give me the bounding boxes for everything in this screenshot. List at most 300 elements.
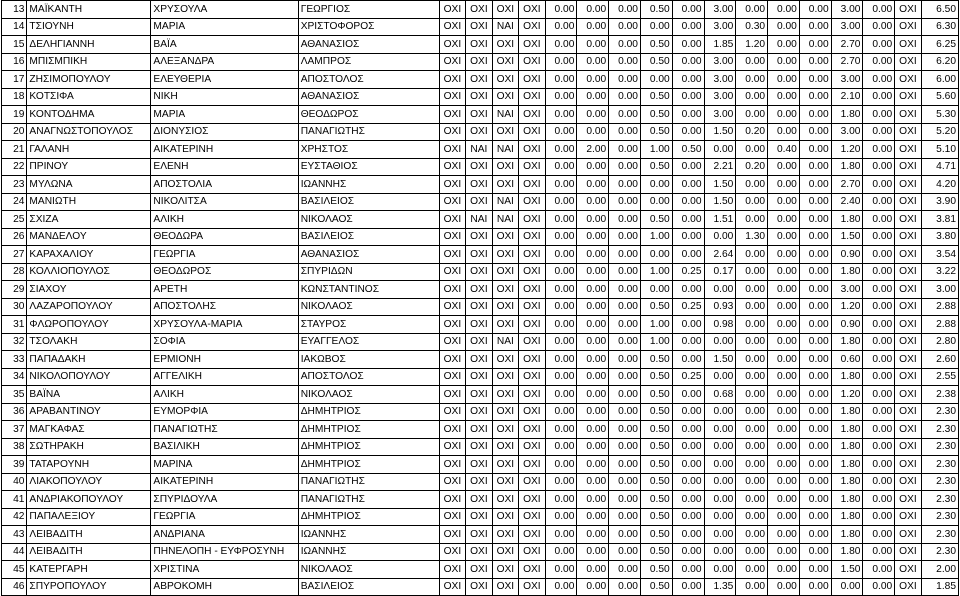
cell-score-2: 0.00: [577, 491, 609, 509]
cell-score-5: 0.00: [672, 176, 704, 194]
cell-surname: ΠΑΠΑΔΑΚΗ: [27, 351, 151, 369]
cell-score-5: 0.00: [672, 473, 704, 491]
cell-flag-5: ΟΧΙ: [895, 158, 921, 176]
cell-score-10: 1.80: [831, 333, 863, 351]
cell-flag-4: ΟΧΙ: [519, 88, 545, 106]
table-row: [2, 141, 959, 159]
cell-score-7: 0.00: [736, 141, 768, 159]
cell-father-name: ΔΗΜΗΤΡΙΟΣ: [298, 421, 439, 439]
cell-score-9: 0.00: [799, 246, 831, 264]
cell-first-name: ΜΑΡΙΑ: [151, 106, 298, 124]
cell-score-8: 0.40: [768, 141, 800, 159]
cell-surname: ΒΑΪΝΑ: [27, 386, 151, 404]
cell-flag-4: ΟΧΙ: [519, 473, 545, 491]
cell-score-2: 0.00: [577, 18, 609, 36]
cell-flag-3: ΟΧΙ: [492, 473, 518, 491]
cell-score-8: 0.00: [768, 491, 800, 509]
cell-score-11: 0.00: [863, 438, 895, 456]
cell-flag-3: ΟΧΙ: [492, 158, 518, 176]
cell-score-4: 0.00: [640, 176, 672, 194]
cell-score-6: 3.00: [704, 18, 736, 36]
cell-surname: ΜΥΛΩΝΑ: [27, 176, 151, 194]
cell-first-name: ΑΛΙΚΗ: [151, 386, 298, 404]
cell-score-6: 1.51: [704, 211, 736, 229]
cell-flag-4: ΟΧΙ: [519, 18, 545, 36]
cell-score-1: 0.00: [545, 508, 577, 526]
cell-father-name: ΠΑΝΑΓΙΩΤΗΣ: [298, 123, 439, 141]
cell-score-2: 0.00: [577, 403, 609, 421]
cell-father-name: ΚΩΝΣΤΑΝΤΙΝΟΣ: [298, 281, 439, 299]
cell-score-11: 0.00: [863, 403, 895, 421]
cell-flag-1: ΟΧΙ: [439, 543, 465, 561]
cell-score-7: 0.00: [736, 333, 768, 351]
cell-score-10: 0.90: [831, 246, 863, 264]
cell-surname: ΤΑΤΑΡΟΥΝΗ: [27, 456, 151, 474]
cell-flag-2: ΟΧΙ: [466, 246, 492, 264]
cell-surname: ΣΠΥΡΟΠΟΥΛΟΥ: [27, 578, 151, 596]
cell-flag-5: ΟΧΙ: [895, 211, 921, 229]
cell-flag-1: ΟΧΙ: [439, 158, 465, 176]
cell-flag-2: ΟΧΙ: [466, 491, 492, 509]
cell-score-9: 0.00: [799, 578, 831, 596]
cell-score-10: 1.80: [831, 403, 863, 421]
cell-score-8: 0.00: [768, 403, 800, 421]
cell-row-number: 17: [2, 71, 27, 89]
cell-flag-2: ΟΧΙ: [466, 508, 492, 526]
cell-father-name: ΓΕΩΡΓΙΟΣ: [298, 1, 439, 19]
cell-score-10: 3.00: [831, 281, 863, 299]
cell-row-number: 27: [2, 246, 27, 264]
cell-row-number: 35: [2, 386, 27, 404]
cell-flag-4: ΟΧΙ: [519, 526, 545, 544]
cell-father-name: ΛΑΜΠΡΟΣ: [298, 53, 439, 71]
cell-flag-4: ΟΧΙ: [519, 228, 545, 246]
cell-score-9: 0.00: [799, 421, 831, 439]
cell-surname: ΔΕΛΗΓΙΑΝΝΗ: [27, 36, 151, 54]
cell-surname: ΜΠΙΣΜΠΙΚΗ: [27, 53, 151, 71]
cell-flag-5: ΟΧΙ: [895, 36, 921, 54]
cell-flag-4: ΟΧΙ: [519, 1, 545, 19]
cell-flag-3: ΟΧΙ: [492, 298, 518, 316]
cell-score-11: 0.00: [863, 421, 895, 439]
cell-score-3: 0.00: [609, 578, 641, 596]
cell-score-5: 0.00: [672, 403, 704, 421]
cell-score-6: 0.00: [704, 403, 736, 421]
cell-flag-5: ΟΧΙ: [895, 18, 921, 36]
cell-score-6: 1.85: [704, 36, 736, 54]
cell-score-4: 0.50: [640, 491, 672, 509]
cell-father-name: ΔΗΜΗΤΡΙΟΣ: [298, 456, 439, 474]
cell-row-number: 13: [2, 1, 27, 19]
cell-flag-5: ΟΧΙ: [895, 438, 921, 456]
table-row: [2, 561, 959, 579]
cell-surname: ΠΡΙΝΟΥ: [27, 158, 151, 176]
cell-row-number: 37: [2, 421, 27, 439]
cell-score-6: 3.00: [704, 1, 736, 19]
cell-first-name: ΝΙΚΟΛΙΤΣΑ: [151, 193, 298, 211]
cell-score-9: 0.00: [799, 403, 831, 421]
cell-score-2: 0.00: [577, 123, 609, 141]
cell-score-9: 0.00: [799, 456, 831, 474]
cell-score-4: 0.50: [640, 543, 672, 561]
cell-row-number: 45: [2, 561, 27, 579]
cell-score-10: 2.10: [831, 88, 863, 106]
cell-score-4: 0.50: [640, 578, 672, 596]
cell-score-7: 0.00: [736, 403, 768, 421]
cell-score-10: 1.80: [831, 438, 863, 456]
cell-score-11: 0.00: [863, 141, 895, 159]
cell-flag-4: ΟΧΙ: [519, 158, 545, 176]
cell-total-score: 5.10: [921, 141, 958, 159]
cell-score-9: 0.00: [799, 18, 831, 36]
cell-flag-1: ΟΧΙ: [439, 1, 465, 19]
cell-score-1: 0.00: [545, 36, 577, 54]
cell-score-6: 1.50: [704, 123, 736, 141]
cell-score-1: 0.00: [545, 263, 577, 281]
cell-score-5: 0.00: [672, 386, 704, 404]
cell-flag-5: ΟΧΙ: [895, 421, 921, 439]
cell-flag-1: ΟΧΙ: [439, 473, 465, 491]
cell-father-name: ΠΑΝΑΓΙΩΤΗΣ: [298, 491, 439, 509]
cell-flag-4: ΟΧΙ: [519, 176, 545, 194]
cell-score-7: 1.20: [736, 36, 768, 54]
cell-score-8: 0.00: [768, 53, 800, 71]
cell-flag-2: ΟΧΙ: [466, 1, 492, 19]
cell-score-3: 0.00: [609, 403, 641, 421]
cell-score-2: 0.00: [577, 88, 609, 106]
cell-row-number: 18: [2, 88, 27, 106]
cell-father-name: ΑΠΟΣΤΟΛΟΣ: [298, 368, 439, 386]
cell-flag-5: ΟΧΙ: [895, 263, 921, 281]
cell-score-1: 0.00: [545, 368, 577, 386]
cell-score-3: 0.00: [609, 88, 641, 106]
cell-father-name: ΝΙΚΟΛΑΟΣ: [298, 211, 439, 229]
cell-score-11: 0.00: [863, 18, 895, 36]
cell-score-6: 0.00: [704, 526, 736, 544]
cell-flag-1: ΟΧΙ: [439, 281, 465, 299]
cell-first-name: ΕΛΕΥΘΕΡΙΑ: [151, 71, 298, 89]
cell-score-2: 0.00: [577, 106, 609, 124]
cell-flag-2: ΟΧΙ: [466, 228, 492, 246]
cell-score-1: 0.00: [545, 526, 577, 544]
cell-score-1: 0.00: [545, 106, 577, 124]
cell-score-10: 3.00: [831, 18, 863, 36]
cell-flag-5: ΟΧΙ: [895, 316, 921, 334]
cell-flag-3: ΟΧΙ: [492, 508, 518, 526]
cell-surname: ΜΑΓΚΑΦΑΣ: [27, 421, 151, 439]
cell-row-number: 33: [2, 351, 27, 369]
cell-score-8: 0.00: [768, 228, 800, 246]
cell-total-score: 2.30: [921, 508, 958, 526]
cell-score-9: 0.00: [799, 526, 831, 544]
cell-flag-5: ΟΧΙ: [895, 106, 921, 124]
cell-flag-2: ΟΧΙ: [466, 351, 492, 369]
cell-father-name: ΒΑΣΙΛΕΙΟΣ: [298, 578, 439, 596]
cell-score-7: 0.00: [736, 543, 768, 561]
cell-total-score: 6.20: [921, 53, 958, 71]
cell-score-10: 1.80: [831, 543, 863, 561]
table-row: [2, 543, 959, 561]
cell-score-5: 0.00: [672, 578, 704, 596]
cell-score-6: 1.50: [704, 193, 736, 211]
cell-flag-3: ΟΧΙ: [492, 438, 518, 456]
cell-flag-1: ΟΧΙ: [439, 211, 465, 229]
cell-score-6: 0.98: [704, 316, 736, 334]
cell-score-9: 0.00: [799, 508, 831, 526]
cell-score-4: 0.50: [640, 36, 672, 54]
cell-score-4: 1.00: [640, 228, 672, 246]
cell-father-name: ΘΕΟΔΩΡΟΣ: [298, 106, 439, 124]
cell-row-number: 39: [2, 456, 27, 474]
cell-score-1: 0.00: [545, 403, 577, 421]
cell-score-8: 0.00: [768, 368, 800, 386]
cell-score-1: 0.00: [545, 193, 577, 211]
cell-score-4: 0.50: [640, 298, 672, 316]
cell-flag-2: ΟΧΙ: [466, 18, 492, 36]
cell-total-score: 3.00: [921, 281, 958, 299]
cell-score-9: 0.00: [799, 211, 831, 229]
cell-score-10: 1.20: [831, 298, 863, 316]
cell-flag-5: ΟΧΙ: [895, 71, 921, 89]
cell-score-7: 0.00: [736, 298, 768, 316]
cell-surname: ΚΑΡΑΧΑΛΙΟΥ: [27, 246, 151, 264]
cell-score-10: 1.80: [831, 456, 863, 474]
cell-score-11: 0.00: [863, 88, 895, 106]
cell-score-2: 0.00: [577, 333, 609, 351]
cell-score-7: 0.00: [736, 1, 768, 19]
cell-score-3: 0.00: [609, 421, 641, 439]
cell-total-score: 2.88: [921, 298, 958, 316]
cell-score-2: 0.00: [577, 176, 609, 194]
cell-first-name: ΑΙΚΑΤΕΡΙΝΗ: [151, 473, 298, 491]
cell-score-7: 0.00: [736, 281, 768, 299]
cell-flag-1: ΟΧΙ: [439, 18, 465, 36]
cell-score-1: 0.00: [545, 351, 577, 369]
cell-surname: ΑΝΔΡΙΑΚΟΠΟΥΛΟΥ: [27, 491, 151, 509]
cell-score-9: 0.00: [799, 491, 831, 509]
cell-score-2: 0.00: [577, 1, 609, 19]
cell-flag-5: ΟΧΙ: [895, 298, 921, 316]
cell-flag-4: ΟΧΙ: [519, 491, 545, 509]
cell-row-number: 23: [2, 176, 27, 194]
table-row: [2, 263, 959, 281]
cell-score-5: 0.25: [672, 368, 704, 386]
cell-first-name: ΕΛΕΝΗ: [151, 158, 298, 176]
cell-surname: ΛΙΑΚΟΠΟΥΛΟΥ: [27, 473, 151, 491]
cell-surname: ΚΟΤΣΙΦΑ: [27, 88, 151, 106]
cell-score-7: 0.00: [736, 578, 768, 596]
cell-flag-3: ΟΧΙ: [492, 526, 518, 544]
cell-score-1: 0.00: [545, 211, 577, 229]
cell-father-name: ΙΩΑΝΝΗΣ: [298, 526, 439, 544]
cell-score-3: 0.00: [609, 543, 641, 561]
cell-score-1: 0.00: [545, 543, 577, 561]
cell-score-7: 0.00: [736, 491, 768, 509]
cell-flag-3: ΟΧΙ: [492, 263, 518, 281]
cell-score-2: 0.00: [577, 543, 609, 561]
cell-row-number: 36: [2, 403, 27, 421]
cell-score-6: 0.00: [704, 141, 736, 159]
cell-score-7: 0.00: [736, 53, 768, 71]
cell-flag-1: ΟΧΙ: [439, 193, 465, 211]
cell-score-2: 0.00: [577, 246, 609, 264]
cell-flag-4: ΟΧΙ: [519, 298, 545, 316]
cell-row-number: 20: [2, 123, 27, 141]
cell-score-2: 0.00: [577, 386, 609, 404]
cell-flag-3: ΝΑΙ: [492, 211, 518, 229]
cell-score-7: 0.00: [736, 246, 768, 264]
cell-flag-2: ΟΧΙ: [466, 263, 492, 281]
cell-father-name: ΙΩΑΝΝΗΣ: [298, 543, 439, 561]
cell-score-7: 0.00: [736, 438, 768, 456]
cell-score-3: 0.00: [609, 71, 641, 89]
cell-flag-1: ΟΧΙ: [439, 228, 465, 246]
cell-score-3: 0.00: [609, 176, 641, 194]
cell-score-5: 0.00: [672, 333, 704, 351]
cell-first-name: ΑΠΟΣΤΟΛΗΣ: [151, 298, 298, 316]
cell-flag-5: ΟΧΙ: [895, 246, 921, 264]
cell-score-7: 0.00: [736, 526, 768, 544]
cell-score-1: 0.00: [545, 1, 577, 19]
cell-flag-1: ΟΧΙ: [439, 316, 465, 334]
cell-score-5: 0.00: [672, 106, 704, 124]
cell-score-9: 0.00: [799, 316, 831, 334]
cell-score-6: 0.00: [704, 368, 736, 386]
cell-score-8: 0.00: [768, 123, 800, 141]
cell-score-10: 1.80: [831, 211, 863, 229]
cell-score-3: 0.00: [609, 158, 641, 176]
cell-surname: ΛΕΙΒΑΔΙΤΗ: [27, 526, 151, 544]
cell-score-4: 0.50: [640, 386, 672, 404]
cell-score-8: 0.00: [768, 18, 800, 36]
cell-score-8: 0.00: [768, 88, 800, 106]
cell-score-7: 0.00: [736, 193, 768, 211]
cell-first-name: ΑΛΕΞΑΝΔΡΑ: [151, 53, 298, 71]
cell-father-name: ΑΘΑΝΑΣΙΟΣ: [298, 88, 439, 106]
cell-score-5: 0.00: [672, 508, 704, 526]
cell-score-9: 0.00: [799, 158, 831, 176]
cell-score-9: 0.00: [799, 123, 831, 141]
cell-score-1: 0.00: [545, 333, 577, 351]
cell-score-4: 0.50: [640, 526, 672, 544]
cell-flag-1: ΟΧΙ: [439, 298, 465, 316]
cell-score-4: 0.00: [640, 281, 672, 299]
cell-flag-1: ΟΧΙ: [439, 36, 465, 54]
cell-score-9: 0.00: [799, 141, 831, 159]
cell-score-5: 0.00: [672, 316, 704, 334]
cell-total-score: 2.80: [921, 333, 958, 351]
cell-father-name: ΑΠΟΣΤΟΛΟΣ: [298, 71, 439, 89]
cell-score-9: 0.00: [799, 368, 831, 386]
table-row: [2, 473, 959, 491]
cell-score-4: 1.00: [640, 263, 672, 281]
cell-score-5: 0.00: [672, 421, 704, 439]
cell-score-11: 0.00: [863, 578, 895, 596]
cell-flag-2: ΟΧΙ: [466, 473, 492, 491]
cell-flag-4: ΟΧΙ: [519, 543, 545, 561]
cell-score-6: 1.50: [704, 351, 736, 369]
cell-flag-2: ΝΑΙ: [466, 211, 492, 229]
cell-flag-5: ΟΧΙ: [895, 561, 921, 579]
cell-score-9: 0.00: [799, 473, 831, 491]
cell-row-number: 14: [2, 18, 27, 36]
cell-flag-4: ΟΧΙ: [519, 211, 545, 229]
cell-score-3: 0.00: [609, 123, 641, 141]
cell-score-4: 0.00: [640, 18, 672, 36]
cell-first-name: ΓΕΩΡΓΙΑ: [151, 508, 298, 526]
cell-row-number: 30: [2, 298, 27, 316]
cell-score-8: 0.00: [768, 421, 800, 439]
cell-flag-5: ΟΧΙ: [895, 1, 921, 19]
cell-score-7: 0.00: [736, 211, 768, 229]
cell-score-11: 0.00: [863, 561, 895, 579]
cell-score-3: 0.00: [609, 298, 641, 316]
cell-flag-1: ΟΧΙ: [439, 491, 465, 509]
cell-flag-1: ΟΧΙ: [439, 456, 465, 474]
cell-father-name: ΝΙΚΟΛΑΟΣ: [298, 298, 439, 316]
table-row: [2, 491, 959, 509]
cell-score-3: 0.00: [609, 18, 641, 36]
cell-score-9: 0.00: [799, 193, 831, 211]
cell-score-2: 0.00: [577, 368, 609, 386]
cell-score-3: 0.00: [609, 106, 641, 124]
cell-flag-2: ΟΧΙ: [466, 333, 492, 351]
cell-flag-3: ΟΧΙ: [492, 543, 518, 561]
cell-score-3: 0.00: [609, 368, 641, 386]
cell-first-name: ΜΑΡΙΑ: [151, 18, 298, 36]
cell-flag-1: ΟΧΙ: [439, 438, 465, 456]
cell-score-4: 0.50: [640, 106, 672, 124]
cell-score-6: 0.00: [704, 543, 736, 561]
cell-score-8: 0.00: [768, 263, 800, 281]
cell-flag-4: ΟΧΙ: [519, 578, 545, 596]
cell-flag-5: ΟΧΙ: [895, 386, 921, 404]
cell-score-10: 0.60: [831, 351, 863, 369]
cell-total-score: 2.30: [921, 403, 958, 421]
cell-score-11: 0.00: [863, 71, 895, 89]
cell-first-name: ΓΕΩΡΓΙΑ: [151, 246, 298, 264]
cell-score-9: 0.00: [799, 88, 831, 106]
cell-flag-5: ΟΧΙ: [895, 578, 921, 596]
cell-score-11: 0.00: [863, 228, 895, 246]
cell-score-11: 0.00: [863, 281, 895, 299]
cell-flag-3: ΟΧΙ: [492, 246, 518, 264]
cell-row-number: 46: [2, 578, 27, 596]
cell-score-3: 0.00: [609, 508, 641, 526]
cell-total-score: 6.50: [921, 1, 958, 19]
cell-row-number: 26: [2, 228, 27, 246]
cell-score-6: 0.00: [704, 281, 736, 299]
cell-father-name: ΔΗΜΗΤΡΙΟΣ: [298, 403, 439, 421]
cell-score-6: 0.00: [704, 438, 736, 456]
cell-score-8: 0.00: [768, 316, 800, 334]
cell-first-name: ΧΡΥΣΟΥΛΑ-ΜΑΡΙΑ: [151, 316, 298, 334]
cell-flag-3: ΟΧΙ: [492, 561, 518, 579]
cell-row-number: 29: [2, 281, 27, 299]
cell-row-number: 28: [2, 263, 27, 281]
cell-flag-3: ΟΧΙ: [492, 368, 518, 386]
table-row: [2, 421, 959, 439]
cell-flag-3: ΟΧΙ: [492, 491, 518, 509]
cell-score-2: 0.00: [577, 508, 609, 526]
cell-score-8: 0.00: [768, 456, 800, 474]
cell-surname: ΑΡΑΒΑΝΤΙΝΟΥ: [27, 403, 151, 421]
cell-flag-2: ΟΧΙ: [466, 438, 492, 456]
cell-score-4: 0.50: [640, 1, 672, 19]
cell-total-score: 6.30: [921, 18, 958, 36]
cell-score-8: 0.00: [768, 176, 800, 194]
cell-flag-5: ΟΧΙ: [895, 141, 921, 159]
